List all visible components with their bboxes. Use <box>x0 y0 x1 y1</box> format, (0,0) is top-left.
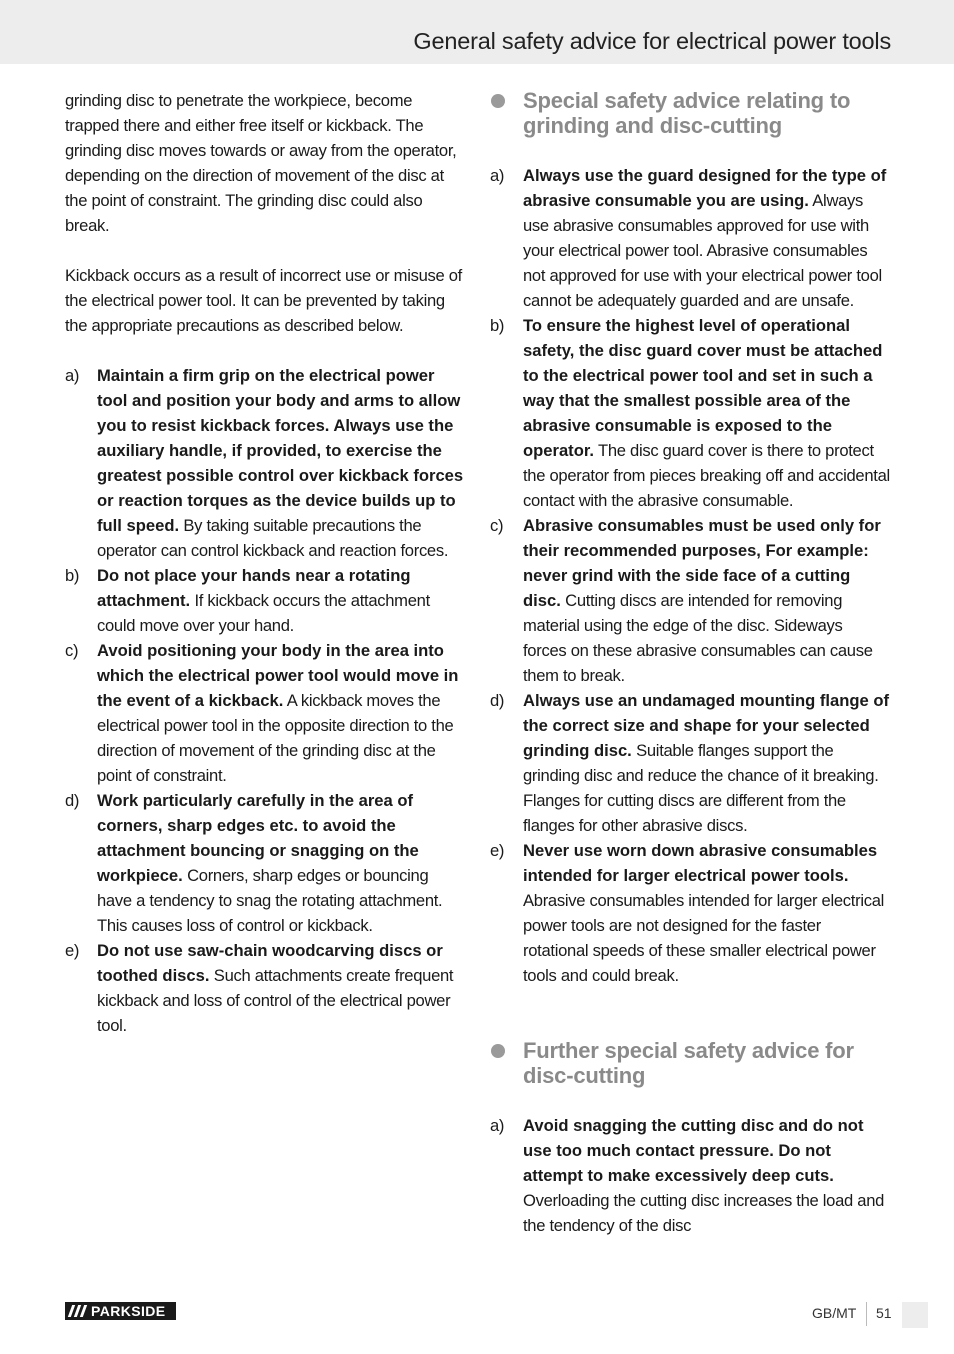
item-text: By taking suitable precautions the operator can control kickback and reaction forces. <box>97 516 449 560</box>
item-bold-text: Always use the guard designed for the type of abrasive consumable you are using. <box>523 166 887 210</box>
item-bold-text: Work particularly carefully in the area of corners, sharp edges etc. to avoid the attachment bouncing or snagging on the workpiece. <box>97 791 419 885</box>
list-item <box>65 638 465 788</box>
footer-divider <box>866 1302 867 1326</box>
item-marker: a) <box>490 166 505 185</box>
item-bold-text: Always use an undamaged mounting flange of the correct size and shape for your selected grinding disc. <box>523 691 890 760</box>
item-bold-text: Avoid snagging the cutting disc and do not use too much contact pressure. Do not attempt to make excessively deep cuts. <box>523 1116 864 1185</box>
footer-box <box>902 1302 928 1328</box>
item-bold-text: Avoid positioning your body in the area into which the electrical power tool would move in the event of a kickback. <box>97 641 459 710</box>
list-item <box>490 1113 890 1238</box>
page-title: General safety advice for electrical power tools <box>413 28 891 54</box>
heading-bullet-icon <box>491 1044 505 1058</box>
section-heading <box>490 88 890 138</box>
paragraph: grinding disc to penetrate the workpiece, become trapped there and either free itself or kickback. The grinding disc moves towards or away from the operator, depending on the direction of movement of the disc at the point of constraint. The grinding disc could also break. <box>65 91 457 235</box>
item-text: Always use abrasive consumables approved for use with your electrical power tool. Abrasive consumables not approved for use with your electrical power tool cannot be adequately guarded and are unsafe. <box>523 191 882 310</box>
item-text: Such attachments create frequent kickback and loss of control of the electrical power tool. <box>97 966 454 1035</box>
item-text: Cutting discs are intended for removing material using the edge of the disc. Sideways forces on these abrasive consumables can cause them to break. <box>523 591 873 685</box>
item-marker: c) <box>490 516 504 535</box>
item-marker: d) <box>490 691 505 710</box>
list-item <box>490 513 890 688</box>
item-text: The disc guard cover is there to protect the operator from pieces breaking off and accidental contact with the abrasive consumable. <box>523 441 890 510</box>
item-bold-text: Do not use saw-chain woodcarving discs or toothed discs. <box>97 941 443 985</box>
item-marker: d) <box>65 791 80 810</box>
section-heading-text: Further special safety advice for disc-cutting <box>523 1038 854 1088</box>
list-item <box>490 163 890 313</box>
item-marker: a) <box>65 366 80 385</box>
right-column <box>490 88 890 1238</box>
language-code: GB/MT <box>812 1305 857 1321</box>
item-bold-text: Abrasive consumables must be used only for their recommended purposes, For example: never grind with the side face of a cutting disc. <box>523 516 881 610</box>
item-bold-text: Maintain a firm grip on the electrical power tool and position your body and arms to allow you to resist kickback forces. Always use the auxiliary handle, if provided, to exercise the greatest possible control over kickback forces or reaction torques as the device builds up to full speed. <box>97 366 464 535</box>
heading-bullet-icon <box>491 94 505 108</box>
item-marker: b) <box>65 566 80 585</box>
list-item <box>65 938 465 1038</box>
paragraph: Kickback occurs as a result of incorrect use or misuse of the electrical power tool. It can be prevented by taking the appropriate precautions as described below. <box>65 266 462 335</box>
item-text: Corners, sharp edges or bouncing have a tendency to snag the rotating attachment. This causes loss of control or kickback. <box>97 866 443 935</box>
brand-name: PARKSIDE <box>91 1303 166 1319</box>
brand-logo <box>65 1302 176 1320</box>
list-item <box>65 363 465 563</box>
item-text: If kickback occurs the attachment could move over your hand. <box>97 591 430 635</box>
item-marker: b) <box>490 316 505 335</box>
logo-stripes-icon <box>65 1302 89 1320</box>
item-marker: e) <box>65 941 80 960</box>
item-marker: a) <box>490 1116 505 1135</box>
item-text: Abrasive consumables intended for larger electrical power tools are not designed for the faster rotational speeds of these smaller electrical power tools and could break. <box>523 891 885 985</box>
item-bold-text: Do not place your hands near a rotating attachment. <box>97 566 411 610</box>
page-number: 51 <box>876 1305 892 1321</box>
left-column <box>65 88 465 1038</box>
item-marker: c) <box>65 641 79 660</box>
item-bold-text: Never use worn down abrasive consumables intended for larger electrical power tools. <box>523 841 878 885</box>
header-bar <box>0 0 954 64</box>
item-text: Suitable flanges support the grinding disc and reduce the chance of it breaking. Flanges for cutting discs are different from the flanges for other abrasive discs. <box>523 741 879 835</box>
item-text: Overloading the cutting disc increases the load and the tendency of the disc <box>523 1191 885 1235</box>
list-item <box>65 788 465 938</box>
list-item <box>490 688 890 838</box>
section-heading-text: Special safety advice relating to grinding and disc-cutting <box>523 88 851 138</box>
section-heading <box>490 1038 890 1088</box>
list-item <box>490 838 890 988</box>
item-marker: e) <box>490 841 505 860</box>
item-bold-text: To ensure the highest level of operational safety, the disc guard cover must be attached to the electrical power tool and set in such a way that the smallest possible area of the abrasive consumable is exposed to the operator. <box>523 316 883 460</box>
list-item <box>65 563 465 638</box>
item-text: A kickback moves the electrical power tool in the opposite direction to the direction of movement of the grinding disc at the point of constraint. <box>97 691 454 785</box>
list-item <box>490 313 890 513</box>
